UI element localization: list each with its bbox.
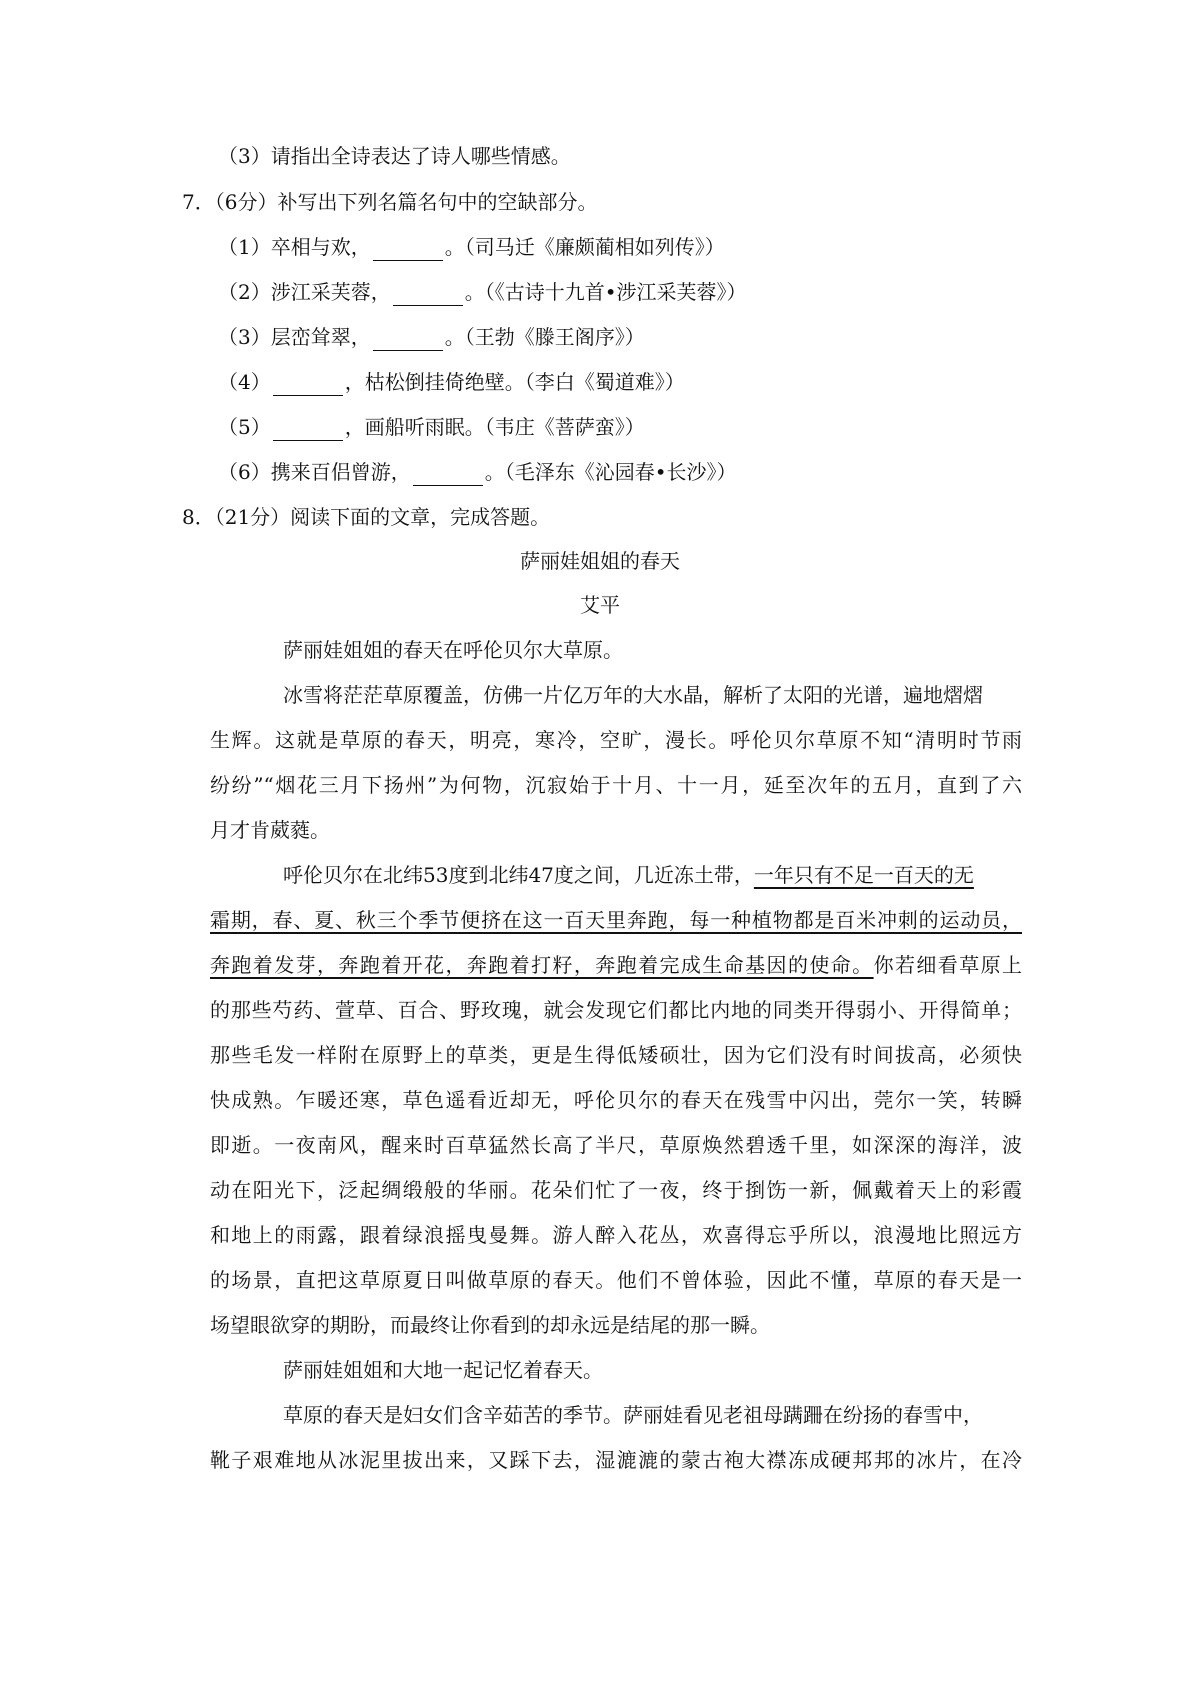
q7-item-6: [218, 458, 737, 486]
article-paragraph-3-line: 即逝。一夜南风，醒来时百草猛然长高了半尺，草原焕然碧透千里，如深深的海洋，波: [210, 1133, 1022, 1157]
article-paragraph-5-line: 靴子艰难地从冰泥里拔出来，又踩下去，湿漉漉的蒙古袍大襟冻成硬邦邦的冰片，在冷: [210, 1448, 1022, 1472]
answer-blank[interactable]: [273, 373, 343, 396]
article-paragraph-3-line: 的场景，直把这草原夏日叫做草原的春天。他们不曾体验，因此不懂，草原的春天是一: [210, 1268, 1022, 1292]
q7-item-3-prefix: （3）层峦耸翠，: [218, 325, 371, 349]
article-paragraph-3-line: [210, 951, 1022, 979]
answer-blank[interactable]: [393, 283, 463, 306]
q7-item-4-prefix: （4）: [218, 370, 271, 394]
answer-blank[interactable]: [373, 238, 443, 261]
article-paragraph-3-line: 和地上的雨露，跟着绿浪摇曳曼舞。游人醉入花丛，欢喜得忘乎所以，浪漫地比照远方: [210, 1223, 1022, 1247]
article-paragraph-2-line: 纷纷”“烟花三月下扬州”为何物，沉寂始于十月、十一月，延至次年的五月，直到了六: [210, 773, 1022, 797]
plain-text: 你若细看草原上: [873, 953, 1023, 977]
answer-blank[interactable]: [413, 463, 483, 486]
q7-item-5-suffix: ，画船听雨眠。（韦庄《菩萨蛮》）: [344, 415, 645, 439]
article-paragraph-5-line: 草原的春天是妇女们含辛茹苦的季节。萨丽娃看见老祖母蹒跚在纷扬的春雪中，: [283, 1403, 983, 1427]
plain-text: 呼伦贝尔在北纬53度到北纬47度之间，几近冻土带，: [283, 863, 754, 887]
q7-item-1-prefix: （1）卒相与欢，: [218, 235, 371, 259]
q7-item-5-prefix: （5）: [218, 415, 271, 439]
article-author: 艾平: [580, 593, 620, 617]
q7-item-2: [218, 278, 747, 306]
underlined-text: 一年只有不足一百天的无: [753, 863, 974, 887]
question-6-part-3: （3）请指出全诗表达了诗人哪些情感。: [218, 144, 571, 168]
q7-item-2-suffix: 。（《古诗十九首•涉江采芙蓉》）: [464, 280, 747, 304]
article-paragraph-3-line: 那些毛发一样附在原野上的草类，更是生得低矮硕壮，因为它们没有时间拔高，必须快: [210, 1043, 1022, 1067]
q7-item-5: [218, 413, 645, 441]
question-7-title: 7．（6分）补写出下列名篇名句中的空缺部分。: [182, 190, 598, 214]
q7-item-1-suffix: 。（司马迁《廉颇蔺相如列传》）: [444, 235, 725, 259]
article-paragraph-2-line: 生辉。这就是草原的春天，明亮，寒冷，空旷，漫长。呼伦贝尔草原不知“清明时节雨: [210, 728, 1022, 752]
q7-item-6-suffix: 。（毛泽东《沁园春•长沙》）: [484, 460, 737, 484]
answer-blank[interactable]: [373, 328, 443, 351]
article-title: 萨丽娃姐姐的春天: [520, 549, 680, 573]
question-8-title: 8．（21分）阅读下面的文章，完成答题。: [182, 505, 551, 529]
article-paragraph-2-line: 冰雪将茫茫草原覆盖，仿佛一片亿万年的大水晶，解析了太阳的光谱，遍地熠熠: [283, 683, 983, 707]
q7-item-1: [218, 233, 725, 261]
article-paragraph-3-line: 场望眼欲穿的期盼，而最终让你看到的却永远是结尾的那一瞬。: [210, 1313, 770, 1337]
article-paragraph-2-line: 月才肯葳蕤。: [210, 818, 330, 842]
underlined-text: 奔跑着发芽，奔跑着开花，奔跑着打籽，奔跑着完成生命基因的使命。: [210, 953, 874, 977]
answer-blank[interactable]: [273, 418, 343, 441]
article-paragraph-3-line: [283, 861, 974, 889]
q7-item-3-suffix: 。（王勃《滕王阁序》）: [444, 325, 645, 349]
q7-item-2-prefix: （2）涉江采芙蓉，: [218, 280, 391, 304]
article-paragraph-1: 萨丽娃姐姐的春天在呼伦贝尔大草原。: [283, 638, 623, 662]
q7-item-3: [218, 323, 645, 351]
q7-item-4-suffix: ，枯松倒挂倚绝壁。（李白《蜀道难》）: [344, 370, 685, 394]
underlined-text: 霜期，春、夏、秋三个季节便挤在这一百天里奔跑，每一种植物都是百米冲刺的运动员，: [210, 908, 1022, 932]
article-paragraph-3-line: 的那些芍药、萱草、百合、野玫瑰，就会发现它们都比内地的同类开得弱小、开得简单；: [210, 998, 1022, 1022]
article-paragraph-3-line: 快成熟。乍暖还寒，草色遥看近却无，呼伦贝尔的春天在残雪中闪出，莞尔一笑，转瞬: [210, 1088, 1022, 1112]
q7-item-6-prefix: （6）携来百侣曾游，: [218, 460, 411, 484]
article-paragraph-3-line: 动在阳光下，泛起绸缎般的华丽。花朵们忙了一夜，终于捯饬一新，佩戴着天上的彩霞: [210, 1178, 1022, 1202]
q7-item-4: [218, 368, 685, 396]
article-paragraph-4: 萨丽娃姐姐和大地一起记忆着春天。: [283, 1358, 603, 1382]
